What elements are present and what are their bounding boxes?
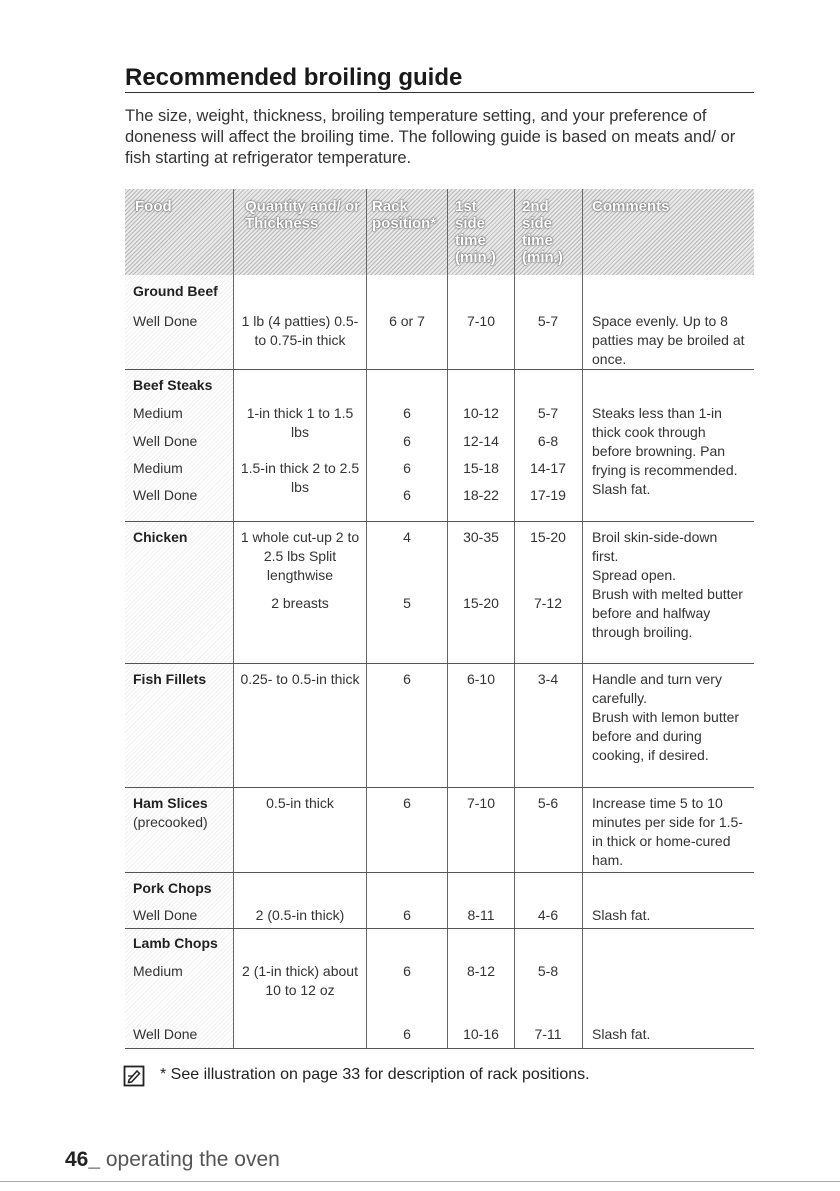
comments-cell: Slash fat. — [592, 907, 651, 923]
first-side-cell: 30-35 — [463, 529, 499, 545]
doneness-label: Medium — [133, 963, 183, 979]
header-rack: Rack position* — [372, 198, 437, 232]
quantity-cell: 2 (0.5-in thick) — [255, 907, 345, 923]
section-title-lamb-chops: Lamb Chops — [133, 935, 218, 951]
second-side-cell: 7-12 — [533, 595, 563, 611]
section-title-pork-chops: Pork Chops — [133, 880, 212, 896]
title-rule — [125, 92, 754, 93]
doneness-label: Medium — [133, 405, 183, 421]
comments-cell: Brush with melted butter before and halfway through broiling. — [592, 586, 743, 640]
second-side-cell: 3-4 — [537, 671, 559, 687]
row-rule — [125, 663, 754, 664]
rack-cell: 6 — [403, 907, 411, 923]
rack-cell: 6 — [403, 1026, 411, 1042]
header-quantity: Quantity and/ or Thickness — [245, 198, 361, 232]
quantity-cell: 1 lb (4 patties) 0.5- to 0.75-in thick — [241, 313, 359, 348]
intro-paragraph: The size, weight, thickness, broiling temperature setting, and your preference of doneness will affect the broiling time. The following guide is based on meats and/ or fish starting at refrigerator temperature. — [125, 107, 736, 167]
section-title-ham-slices: Ham Slices — [133, 795, 208, 811]
second-side-cell: 5-6 — [537, 795, 559, 811]
rack-cell: 6 or 7 — [389, 313, 425, 329]
header-first-side: 1st side time (min.) — [455, 198, 496, 266]
footer-rule — [0, 1181, 840, 1182]
rack-position-note: * See illustration on page 33 for description of rack positions. — [160, 1066, 590, 1083]
second-side-cell: 5-8 — [537, 963, 559, 979]
first-side-cell: 18-22 — [463, 487, 499, 503]
first-side-cell: 12-14 — [463, 433, 499, 449]
comments-cell: Increase time 5 to 10 minutes per side for 1.5-in thick or home-cured ham. — [592, 795, 743, 868]
comments-cell: Slash fat. — [592, 1026, 651, 1042]
section-title-ground-beef: Ground Beef — [133, 283, 218, 299]
second-side-cell: 14-17 — [530, 460, 566, 476]
second-side-cell: 5-7 — [537, 313, 559, 329]
first-side-cell: 7-10 — [466, 313, 496, 329]
first-side-cell: 10-16 — [463, 1026, 499, 1042]
row-rule — [125, 1048, 754, 1049]
row-rule — [125, 872, 754, 873]
footer-section: operating the oven — [100, 1148, 280, 1171]
quantity-cell: 1-in thick 1 to 1.5 lbs — [246, 405, 354, 440]
doneness-label: Well Done — [133, 1026, 198, 1042]
comments-cell: Steaks less than 1-in thick cook through before browning. Pan frying is recommended. Slash fat. — [592, 405, 738, 497]
comments-cell: Brush with lemon butter before and during cooking, if desired. — [592, 709, 740, 763]
rack-cell: 6 — [403, 963, 411, 979]
rack-cell: 6 — [403, 433, 411, 449]
rack-cell: 4 — [403, 529, 411, 545]
first-side-cell: 10-12 — [463, 405, 499, 421]
note-pencil-icon — [123, 1065, 145, 1087]
rack-cell: 5 — [403, 595, 411, 611]
rack-cell: 6 — [403, 460, 411, 476]
rack-cell: 6 — [403, 795, 411, 811]
column-divider — [514, 189, 515, 1048]
row-rule — [125, 928, 754, 929]
doneness-label: Well Done — [133, 313, 198, 329]
section-title-beef-steaks: Beef Steaks — [133, 377, 213, 393]
second-side-cell: 5-7 — [537, 405, 559, 421]
section-title-chicken: Chicken — [133, 529, 188, 545]
section-title-fish-fillets: Fish Fillets — [133, 671, 207, 687]
second-side-cell: 7-11 — [534, 1026, 562, 1042]
second-side-cell: 15-20 — [530, 529, 566, 545]
column-divider — [447, 189, 448, 1048]
first-side-cell: 15-20 — [463, 595, 499, 611]
comments-cell: Handle and turn very carefully. — [592, 671, 722, 706]
row-rule — [125, 787, 754, 788]
column-divider — [582, 189, 583, 1048]
second-side-cell: 6-8 — [537, 433, 559, 449]
comments-cell: Space evenly. Up to 8 patties may be broiled at once. — [592, 313, 745, 367]
first-side-cell: 6-10 — [466, 671, 496, 687]
rack-cell: 6 — [403, 671, 411, 687]
column-divider — [366, 189, 367, 1048]
doneness-label: Medium — [133, 460, 183, 476]
second-side-cell: 4-6 — [537, 907, 559, 923]
first-side-cell: 15-18 — [463, 460, 499, 476]
header-comments: Comments — [592, 198, 670, 215]
header-food: Food — [135, 198, 172, 215]
quantity-cell: 1 whole cut-up 2 to 2.5 lbs Split lengthwise — [240, 529, 360, 583]
quantity-cell: 2 (1-in thick) about 10 to 12 oz — [242, 963, 358, 998]
quantity-cell: 0.25- to 0.5-in thick — [240, 671, 360, 687]
first-side-cell: 7-10 — [466, 795, 496, 811]
first-side-cell: 8-11 — [467, 907, 495, 923]
section-subtitle: (precooked) — [133, 814, 208, 830]
page-footer — [65, 1148, 280, 1172]
doneness-label: Well Done — [133, 433, 198, 449]
page-number: 46_ — [65, 1148, 101, 1171]
comments-cell: Broil skin-side-down first. — [592, 529, 718, 564]
quantity-cell: 1.5-in thick 2 to 2.5 lbs — [240, 460, 360, 495]
quantity-cell: 2 breasts — [271, 595, 329, 611]
rack-cell: 6 — [403, 487, 411, 503]
doneness-label: Well Done — [133, 907, 198, 923]
rack-cell: 6 — [403, 405, 411, 421]
doneness-label: Well Done — [133, 487, 198, 503]
row-rule — [125, 369, 754, 370]
header-second-side: 2nd side time (min.) — [522, 198, 563, 266]
comments-cell: Spread open. — [592, 567, 677, 583]
first-side-cell: 8-12 — [466, 963, 496, 979]
column-divider — [233, 189, 234, 1048]
row-rule — [125, 521, 754, 522]
second-side-cell: 17-19 — [530, 487, 566, 503]
page-title: Recommended broiling guide — [125, 64, 463, 91]
quantity-cell: 0.5-in thick — [266, 795, 334, 811]
